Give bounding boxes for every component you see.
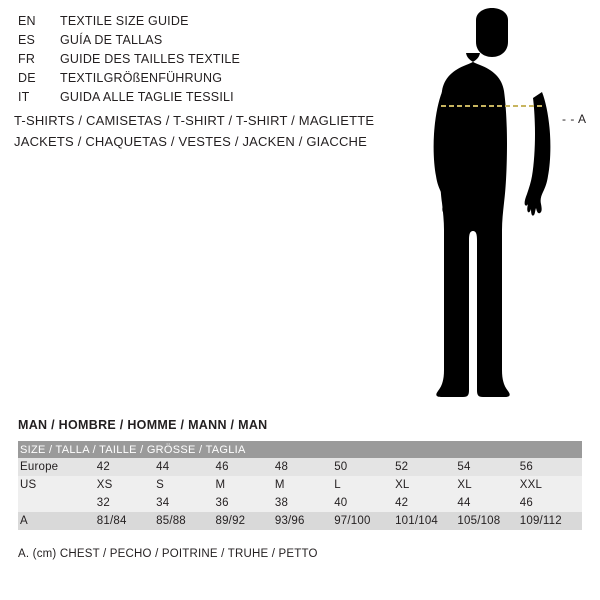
cell: 56 <box>520 458 582 476</box>
cell: 32 <box>97 494 156 512</box>
cell: XL <box>395 476 457 494</box>
section-heading-man: MAN / HOMBRE / HOMME / MANN / MAN <box>18 418 268 432</box>
footnote-chest-measure: A. (cm) CHEST / PECHO / POITRINE / TRUHE / PETTO <box>18 548 318 560</box>
cell: 40 <box>334 494 395 512</box>
cell: S <box>156 476 215 494</box>
cell: 42 <box>97 458 156 476</box>
cell: 44 <box>457 494 519 512</box>
legend-code: EN <box>18 14 36 28</box>
legend-code: DE <box>18 71 36 85</box>
cell: M <box>275 476 334 494</box>
cell: 89/92 <box>215 512 274 530</box>
cell: XS <box>97 476 156 494</box>
row-label: Europe <box>18 458 97 476</box>
table-header-row <box>18 441 582 458</box>
cell: 50 <box>334 458 395 476</box>
category-tshirts: T-SHIRTS / CAMISETAS / T-SHIRT / T-SHIRT / MAGLIETTE <box>14 113 375 128</box>
row-label: A <box>18 512 97 530</box>
cell: 46 <box>215 458 274 476</box>
cell: 97/100 <box>334 512 395 530</box>
legend-text: GUIDA ALLE TAGLIE TESSILI <box>60 90 234 104</box>
male-silhouette-figure <box>410 8 600 403</box>
measure-dash: - - <box>562 112 575 126</box>
table-row <box>18 494 582 512</box>
cell: 42 <box>395 494 457 512</box>
table-row <box>18 476 582 494</box>
legend-text: TEXTILGRÖßENFÜHRUNG <box>60 71 223 85</box>
cell: 81/84 <box>97 512 156 530</box>
cell: 93/96 <box>275 512 334 530</box>
legend-code: FR <box>18 52 36 66</box>
row-label: US <box>18 476 97 494</box>
cell: 36 <box>215 494 274 512</box>
cell: 54 <box>457 458 519 476</box>
legend-row <box>18 90 398 109</box>
legend-text: GUIDE DES TAILLES TEXTILE <box>60 52 241 66</box>
cell: 46 <box>520 494 582 512</box>
silhouette-svg <box>410 8 600 403</box>
row-label <box>18 494 97 512</box>
cell: 85/88 <box>156 512 215 530</box>
size-table <box>18 441 582 530</box>
legend-text: TEXTILE SIZE GUIDE <box>60 14 189 28</box>
cell: XXL <box>520 476 582 494</box>
measure-letter: A <box>578 112 587 126</box>
legend-row <box>18 14 398 33</box>
cell: 109/112 <box>520 512 582 530</box>
language-legend <box>18 14 398 109</box>
cell: L <box>334 476 395 494</box>
table-row <box>18 458 582 476</box>
legend-row <box>18 33 398 52</box>
legend-row <box>18 71 398 90</box>
cell: 101/104 <box>395 512 457 530</box>
cell: 105/108 <box>457 512 519 530</box>
legend-code: IT <box>18 90 30 104</box>
cell: 34 <box>156 494 215 512</box>
measure-a-label <box>562 112 587 126</box>
cell: M <box>215 476 274 494</box>
table-header-label: SIZE / TALLA / TAILLE / GRÖSSE / TAGLIA <box>18 441 582 458</box>
legend-code: ES <box>18 33 36 47</box>
legend-text: GUÍA DE TALLAS <box>60 33 163 47</box>
table-row <box>18 512 582 530</box>
cell: 52 <box>395 458 457 476</box>
cell: 48 <box>275 458 334 476</box>
cell: XL <box>457 476 519 494</box>
category-titles <box>14 110 434 152</box>
cell: 38 <box>275 494 334 512</box>
cell: 44 <box>156 458 215 476</box>
legend-row <box>18 52 398 71</box>
category-jackets: JACKETS / CHAQUETAS / VESTES / JACKEN / GIACCHE <box>14 134 368 149</box>
